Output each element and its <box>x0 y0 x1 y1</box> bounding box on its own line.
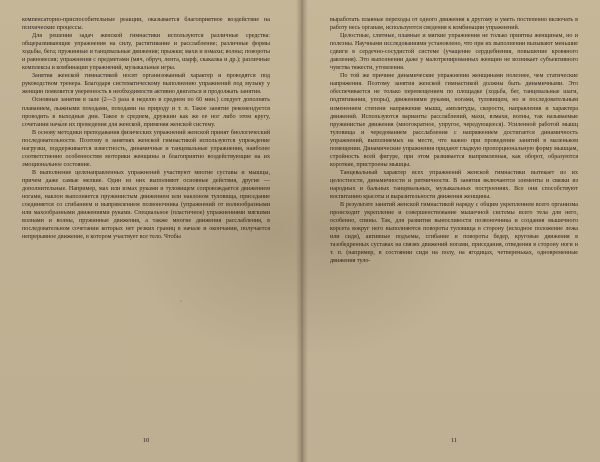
paragraph: Целостные, слитные, плавные и мягкие упражнения не только приятны женщинам, но и полезны. Научными исследованиями установлено, что при их выполнении вызывают меньшие сдвиги в сердечно-сосудистой системе (учащение сердцебиения, повышение кровяного давления). Это выполнении даже у малотренированных женщин не возникает субъективного чувства тяжести, утомления. <box>330 33 578 72</box>
paper-speck <box>180 300 182 302</box>
page-number-left: 10 <box>142 437 150 444</box>
paragraph: компенсаторно-приспособительные реакции, оказывается благоприятное воздействие на психические процессы. <box>22 17 270 32</box>
paragraph: В выполнение целенаправленных упражнений участвуют многие суставы и мышцы, причем даже самые мелкие. Один из них выполняют основные действия, другие — дополнительные. Например, мах или взмах руками и туловищем сопровождается движением ногами, наклон выполняется пружинистым движением или наклоном туловища, приседание соединяется со сгибанием и выпрямлением позвоночника (упражнений от волнообразными или махообразными движениями руками. Специальное (пластичное) упражнениями мягкими волнами и волны, пружинные движения, а также многие движения расслабления, в последовательном сочетании которых нет резких границ в начале и окончании, получается непрерывное движение, в котором участвует все тело. Чтобы <box>22 169 270 241</box>
page-right <box>300 0 600 462</box>
page-number-right: 11 <box>450 437 458 444</box>
paragraph: Занятия женской гимнастикой носят организованный характер и проводятся под руководством тренера. Благодаря систематическому выполнению упражнений под музыку у женщин появляется уверенность в необходимости активно двигаться и продолжать занятия. <box>22 73 270 96</box>
page-left-text <box>22 16 270 241</box>
paragraph: Танцевальный характер всех упражнений женской гимнастики вытекает из их целостности, динамичности и ритмичности. В занятия включаются элементы и связки из народных и бальных танцевальных, музыкальных построениях. Все они способствуют воспитанию красоты и выразительности движения женщины. <box>330 169 578 201</box>
paragraph: выработать плавные переходы от одного движения к другому и уметь постепенно включать в работу весь органам, используются сведения к комбинации упражнений. <box>330 17 578 32</box>
paragraph: По той же причине динамические упражнения женщинами полезнее, чем статические напряжения. Поэтому занятия женской гимнастикой должны быть динамичными. Это обеспечивается не только перемещением по площадке (ходьба, бег, танцевальные шаги, подтягивания, упоры), движениями руками, ногами, туловищем, но и последовательным изменением степени напряжения мышц, амплитуды, скорости, направления и характера движений. Используются варианты расслаблений, махи, взмахи, волны, так называемые пружинистые движения (многократное, упругое, чередующееся). Усиленной работой мышц туловища и чередованием расслабления с напряжением достигается динамичность упражнений, выполняемых на месте, что важно при проведении занятий в маленьком помещении. Динамические упражнения придают гладкую пропорциональную форму мышцам, стройность всей фигуре, при этом развивается выпрямленная, как оборот, образуются короткие, пристроены мышцы. <box>330 73 578 168</box>
page-right-text <box>330 16 578 265</box>
paragraph: В основу методики преподавания физических упражнений женской принят биологический последовательности. Поэтому в занятиях женской гимнастикой используются упреждение нагрузки, поддерживается известность, динамичные и танцевальные упражнения, наиболее соответственно особенностям моторики женщины и благоприятно воздействующие на их эмоциональное состояние. <box>22 129 270 168</box>
paragraph: В результате занятий женской гимнастикой наряду с общим укреплением всего организма происходит укрепление и совершенствование мышечной системы всего тела для него, особенно, спины. Так, для развития выносливости позвоночника и создания мышечного корсета вокруг него выполняются повороты туловища в сторону (исходное положение лежа или сидя), активные подъемы, сгибание и повороты бедер, круговые движения в тазобедренных суставах на связях движений ногами, приседания, отведения в сторону ноги и т. п. (например, в состоянии сидя на полу, на ягодицах, четвереньках, одновременные движения туло- <box>330 202 578 265</box>
paragraph: Для решения задач женской гимнастики используются различные средства: общеразвивающие упражнения на силу, растягивание и расслабление; различные формы ходьбы, бега; пружинные и танцевальные движения; прыжки; махи и взмахи; волны; повороты и равновесия; упражнения с предметами (мяч, обруч, лента, шарф, скакалка и др.); различные комплексы и комбинации упражнений, музыкальные игры. <box>22 33 270 72</box>
paragraph: Основные занятия в зале (2—3 раза в неделю в среднем по 60 мин.) следует дополнять плаванием, лыжными походами, походами на природу и т. п. Такое занятие рекомендуется проводить в выходные дни. Такое в среднем, дружкин как же ее ног либо этом кругу, сочетании начале их проведения для женской, применяя женской систему. <box>22 97 270 128</box>
